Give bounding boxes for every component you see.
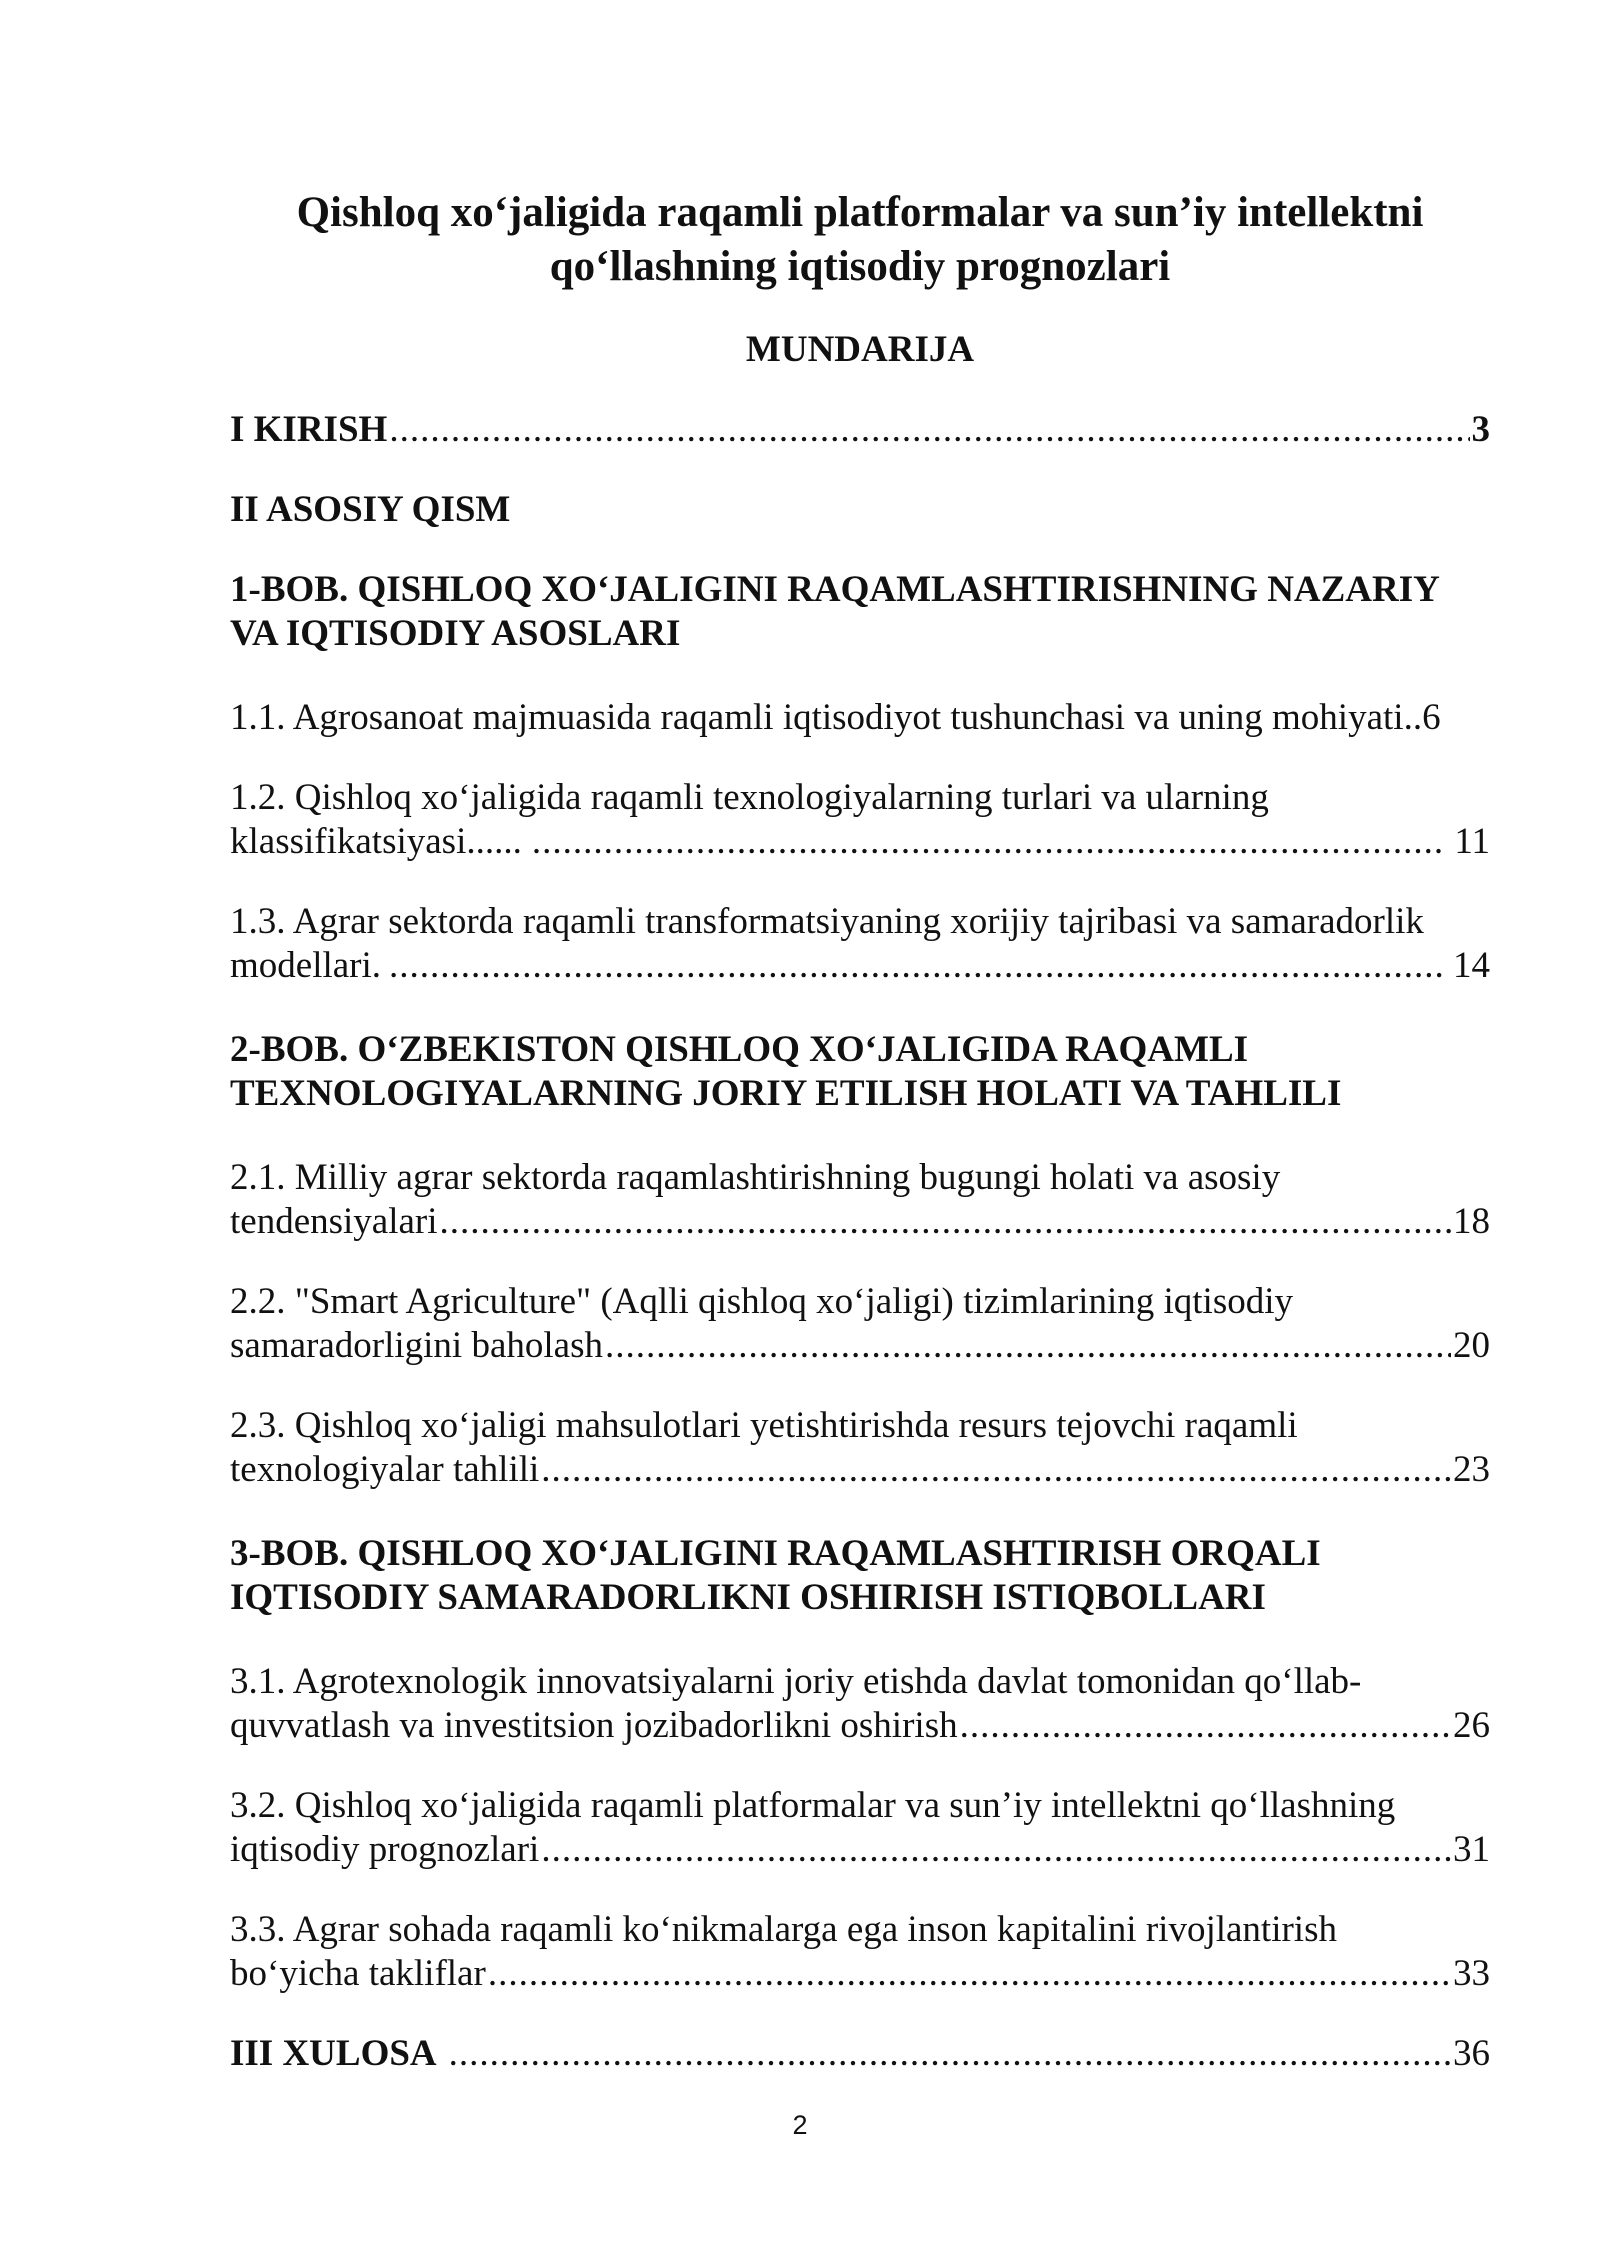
document-title-line-2: qo‘llashning iqtisodiy prognozlari <box>549 243 1171 290</box>
dot-leader <box>541 1828 1451 1872</box>
dot-leader <box>389 408 1469 452</box>
toc-entry-line-1: 2.1. Milliy agrar sektorda raqamlashtirishning bugungi holati va asosiy <box>230 1157 1281 1198</box>
toc-page-number: 26 <box>1453 1705 1490 1746</box>
toc-entry-label: 1.1. Agrosanoat majmuasida raqamli iqtisodiyot tushunchasi va uning mohiyati <box>230 697 1404 738</box>
toc-chapter-1 <box>230 568 1490 656</box>
toc-entry-line-2: klassifikatsiyasi...... <box>230 821 522 862</box>
toc-chapter-3 <box>230 1532 1490 1620</box>
toc-section-1-3 <box>230 900 1490 988</box>
dot-leader <box>605 1324 1451 1368</box>
toc-section-1-2 <box>230 776 1490 864</box>
dot-leader <box>440 1200 1451 1244</box>
toc-entry-line-1: 3.3. Agrar sohada raqamli ko‘nikmalarga ega inson kapitalini rivojlantirish <box>230 1909 1337 1950</box>
toc-entry-label: III XULOSA <box>230 2033 437 2074</box>
toc-entry-kirish <box>230 408 1490 452</box>
table-of-contents <box>230 408 1490 2076</box>
toc-entry-line-2: texnologiyalar tahlili <box>230 1449 540 1490</box>
toc-section-2-1 <box>230 1156 1490 1244</box>
document-page <box>230 186 1490 2112</box>
toc-chapter-line-1: 2-BOB. O‘ZBEKISTON QISHLOQ XO‘JALIGIDA RAQAMLI <box>230 1029 1249 1070</box>
dot-leader <box>532 820 1444 864</box>
toc-entry-line-1: 3.1. Agrotexnologik innovatsiyalarni joriy etishda davlat tomonidan qo‘llab- <box>230 1661 1362 1702</box>
toc-page-number: 18 <box>1453 1201 1490 1242</box>
document-title-line-1: Qishloq xo‘jaligida raqamli platformalar va sun’iy intellektni <box>296 189 1424 236</box>
toc-chapter-line-2: VA IQTISODIY ASOSLARI <box>230 613 681 654</box>
dot-leader: .. <box>1403 697 1423 738</box>
toc-page-number: 20 <box>1453 1325 1490 1366</box>
toc-page-number: 6 <box>1422 697 1441 738</box>
toc-entry-line-1: 2.3. Qishloq xo‘jaligi mahsulotlari yetishtirishda resurs tejovchi raqamli <box>230 1405 1298 1446</box>
toc-section-3-1 <box>230 1660 1490 1748</box>
toc-entry-line-2: samaradorligini baholash <box>230 1325 603 1366</box>
toc-entry-line-2: iqtisodiy prognozlari <box>230 1829 540 1870</box>
toc-entry-line-2: tendensiyalari <box>230 1201 438 1242</box>
toc-chapter-line-1: 3-BOB. QISHLOQ XO‘JALIGINI RAQAMLASHTIRISH ORQALI <box>230 1533 1321 1574</box>
dot-leader <box>541 1448 1451 1492</box>
toc-section-2-2 <box>230 1280 1490 1368</box>
toc-entry-line-1: 1.3. Agrar sektorda raqamli transformatsiyaning xorijiy tajribasi va samaradorlik <box>230 901 1424 942</box>
toc-chapter-line-2: TEXNOLOGIYALARNING JORIY ETILISH HOLATI VA TAHLILI <box>230 1073 1342 1114</box>
toc-entry-line-1: 3.2. Qishloq xo‘jaligida raqamli platformalar va sun’iy intellektni qo‘llashning <box>230 1785 1396 1826</box>
toc-chapter-line-2: IQTISODIY SAMARADORLIKNI OSHIRISH ISTIQBOLLARI <box>230 1577 1266 1618</box>
toc-section-3-2 <box>230 1784 1490 1872</box>
toc-page-number: 23 <box>1453 1449 1490 1490</box>
toc-page-number: 36 <box>1453 2033 1490 2074</box>
toc-page-number: 11 <box>1454 821 1490 862</box>
toc-page-number: 31 <box>1453 1829 1490 1870</box>
dot-leader <box>488 1952 1451 1996</box>
dot-leader <box>389 944 1443 988</box>
toc-section-2-3 <box>230 1404 1490 1492</box>
toc-section-1-1 <box>230 696 1490 740</box>
toc-page-number: 33 <box>1453 1953 1490 1994</box>
document-title <box>230 186 1490 294</box>
page-number: 2 <box>792 2110 808 2140</box>
toc-page-number: 3 <box>1471 409 1490 450</box>
toc-entry-line-2: bo‘yicha takliflar <box>230 1953 486 1994</box>
toc-chapter-line-1: 1-BOB. QISHLOQ XO‘JALIGINI RAQAMLASHTIRISHNING NAZARIY <box>230 569 1440 610</box>
dot-leader <box>960 1704 1451 1748</box>
toc-entry-label: I KIRISH <box>230 409 388 450</box>
toc-entry-line-1: 2.2. "Smart Agriculture" (Aqlli qishloq xo‘jaligi) tizimlarining iqtisodiy <box>230 1281 1294 1322</box>
toc-section-3-3 <box>230 1908 1490 1996</box>
toc-chapter-2 <box>230 1028 1490 1116</box>
toc-entry-line-1: 1.2. Qishloq xo‘jaligida raqamli texnologiyalarning turlari va ularning <box>230 777 1269 818</box>
toc-entry-label: II ASOSIY QISM <box>230 489 511 530</box>
toc-entry-line-2: modellari. <box>230 945 382 986</box>
dot-leader <box>449 2032 1451 2076</box>
toc-entry-line-2: quvvatlash va investitsion jozibadorlikni oshirish <box>230 1705 958 1746</box>
toc-entry-xulosa <box>230 2032 1490 2076</box>
toc-page-number: 14 <box>1453 945 1490 986</box>
toc-heading: MUNDARIJA <box>745 329 975 370</box>
toc-entry-asosiy-qism <box>230 488 1490 532</box>
